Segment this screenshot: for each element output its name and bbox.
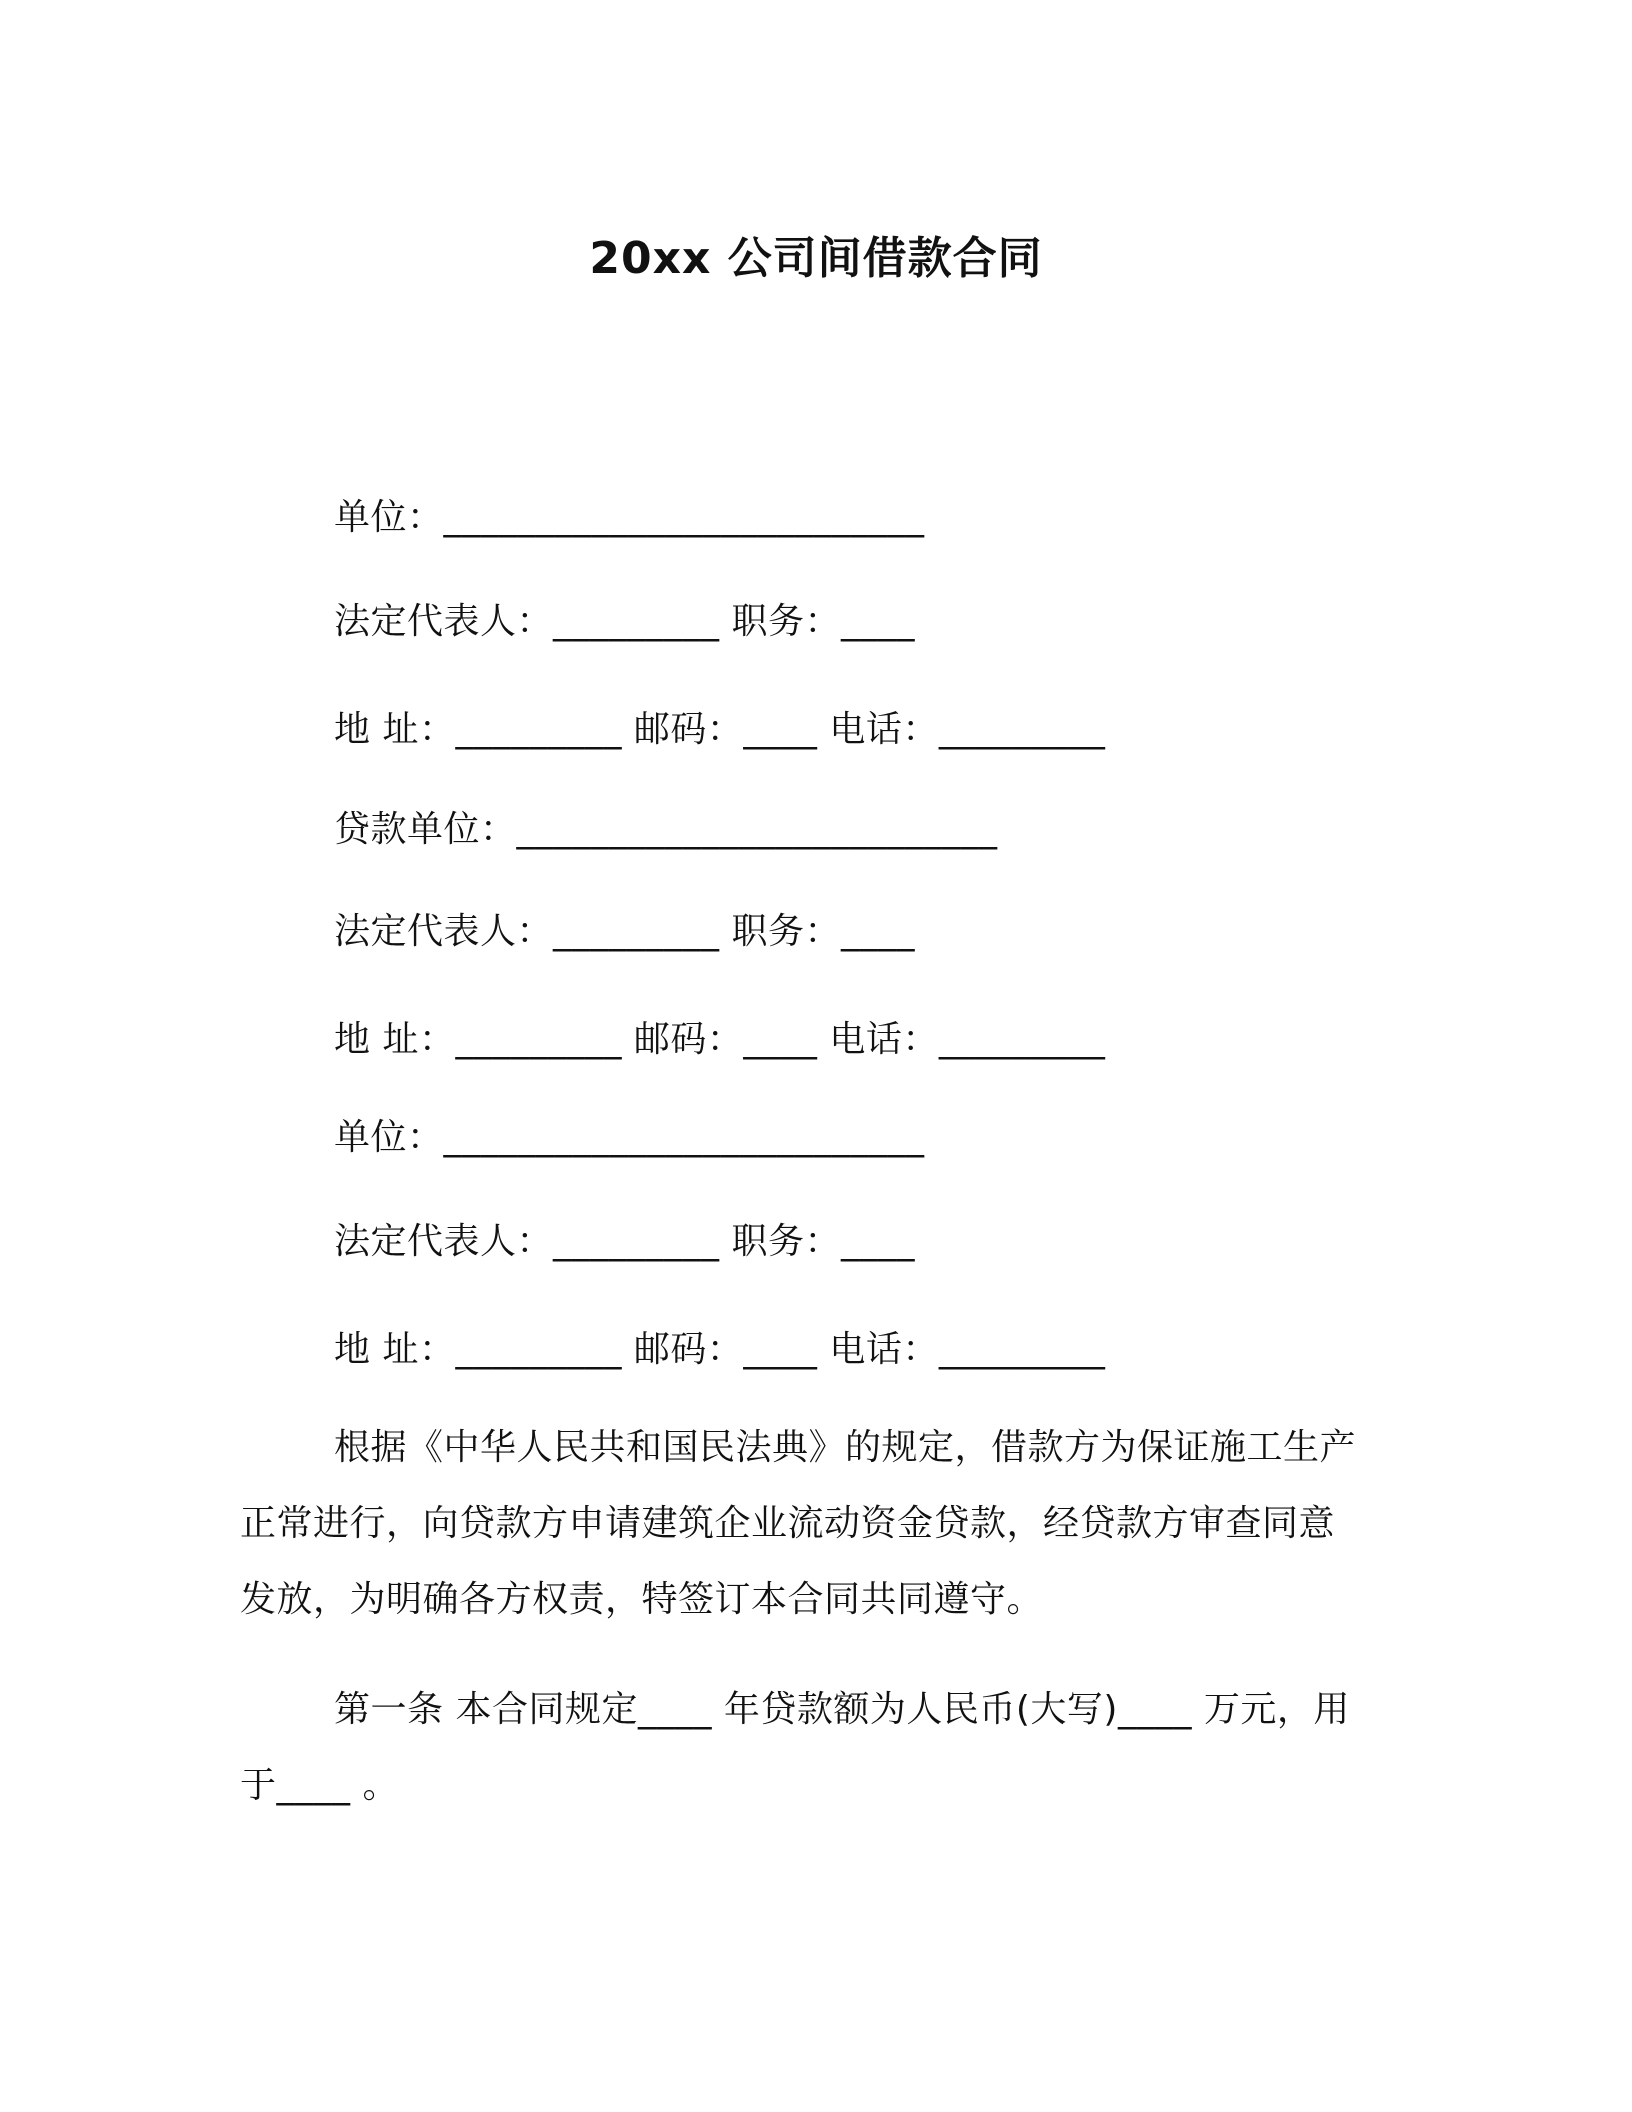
preamble-line: 正常进行，向贷款方申请建筑企业流动资金贷款，经贷款方审查同意 — [240, 1503, 1336, 1544]
lender-unit-line: 贷款单位：__________________________ — [334, 809, 998, 850]
preamble-paragraph — [240, 1410, 1400, 1638]
legal-representative-line: 法定代表人：_________ 职务：____ — [334, 601, 915, 642]
address-line: 地 址：_________ 邮码：____ 电话：_________ — [334, 1019, 1106, 1060]
address-line: 地 址：_________ 邮码：____ 电话：_________ — [334, 1329, 1106, 1370]
party-unit-line: 单位：__________________________ — [334, 497, 925, 538]
article-1-paragraph — [240, 1672, 1400, 1824]
preamble-line: 根据《中华人民共和国民法典》的规定，借款方为保证施工生产 — [334, 1427, 1357, 1468]
legal-representative-line: 法定代表人：_________ 职务：____ — [334, 911, 915, 952]
party-unit-line: 单位：__________________________ — [334, 1117, 925, 1158]
article-line: 第一条 本合同规定____ 年贷款额为人民币(大写)____ 万元，用 — [334, 1689, 1350, 1730]
legal-representative-line: 法定代表人：_________ 职务：____ — [334, 1221, 915, 1262]
article-line: 于____ 。 — [240, 1765, 399, 1806]
preamble-line: 发放，为明确各方权责，特签订本合同共同遵守。 — [240, 1579, 1044, 1620]
address-line: 地 址：_________ 邮码：____ 电话：_________ — [334, 709, 1106, 750]
document-title: 20xx 公司间借款合同 — [589, 233, 1043, 284]
